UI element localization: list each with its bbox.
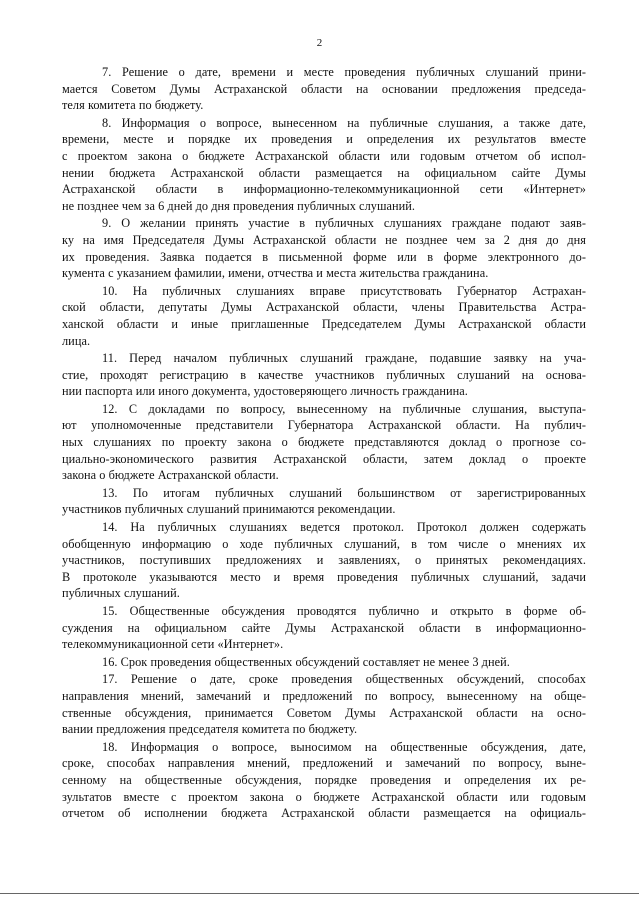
- paragraph-line: телекоммуникационной сети «Интернет».: [62, 637, 284, 652]
- paragraph-line: 12. С докладами по вопросу, вынесенному на публичные слушания, выступа-: [102, 401, 586, 416]
- paragraph-13: [62, 485, 586, 518]
- paragraph-line: не позднее чем за 6 дней до дня проведения публичных слушаний.: [62, 198, 415, 213]
- paragraph-line: мается Советом Думы Астраханской области на основании предложения председа-: [62, 81, 586, 96]
- paragraph-line: 15. Общественные обсуждения проводятся публично и открыто в форме об-: [102, 604, 586, 618]
- paragraph-line: 14. На публичных слушаниях ведется протокол. Протокол должен содержать: [102, 520, 586, 535]
- paragraph-line: отчетом об исполнении бюджета Астраханской области размещается на официаль-: [62, 806, 586, 821]
- paragraph-10: [62, 283, 586, 349]
- paragraph-line: 13. По итогам публичных слушаний большинством от зарегистрированных: [102, 485, 586, 500]
- paragraph-line: ской области, депутаты Думы Астраханской области, члены Правительства Астра-: [62, 300, 586, 315]
- paragraph-line: вании предложения председателя комитета по бюджету.: [62, 722, 358, 737]
- paragraph-line: их проведения. Заявка подается в письменной форме или в форме электронного до-: [62, 249, 586, 264]
- paragraph-line: ханской области и иные приглашенные Председателем Думы Астраханской области: [62, 316, 586, 331]
- paragraph-line: стие, проходят регистрацию в качестве участников публичных слушаний на основа-: [62, 367, 586, 382]
- paragraph-line: ку на имя Председателя Думы Астраханской области не позднее чем за 2 дня до дня: [62, 232, 586, 247]
- paragraph-line: нии паспорта или иного документа, удостоверяющего личность гражданина.: [62, 384, 468, 399]
- paragraph-line: участников, поступивших предложениях и заявлениях, о принятых рекомендациях.: [62, 553, 586, 568]
- paragraph-line: 11. Перед началом публичных слушаний граждане, подавшие заявку на уча-: [102, 351, 586, 366]
- paragraph-9: [62, 215, 586, 281]
- paragraph-line: 16. Срок проведения общественных обсуждений составляет не менее 3 дней.: [102, 654, 510, 669]
- paragraph-line: В протоколе указываются место и время проведения публичных слушаний, задачи: [62, 569, 586, 584]
- paragraph-line: направления мнений, замечаний и предложений по вопросу, вынесенному на обще-: [62, 688, 586, 703]
- paragraph-line: закона о бюджете Астраханской области.: [62, 468, 279, 483]
- paragraph-line: сенному на общественные обсуждения, порядке проведения и определения их ре-: [62, 772, 586, 787]
- paragraph-line: ют уполномоченные представители Губернатора Астраханской области. На публич-: [62, 418, 586, 433]
- paragraph-14: [62, 519, 586, 602]
- paragraph-8: [62, 115, 586, 215]
- paragraph-line: суждения на официальном сайте Думы Астраханской области в информационно-: [62, 620, 586, 635]
- paragraph-17: [62, 671, 586, 737]
- paragraph-11: [62, 350, 586, 400]
- paragraph-18: [62, 739, 586, 822]
- paragraph-7: [62, 64, 586, 114]
- paragraph-line: циально-экономического развития Астраханской области, затем доклад о проекте: [62, 451, 586, 466]
- paragraph-line: теля комитета по бюджету.: [62, 98, 204, 113]
- paragraph-line: ных слушаниях по проекту закона о бюджете представляются доклад о прогнозе со-: [62, 435, 586, 450]
- paragraph-line: 17. Решение о дате, сроке проведения общественных обсуждений, способах: [102, 672, 586, 687]
- paragraph-line: 8. Информация о вопросе, вынесенном на публичные слушания, а также дате,: [102, 115, 586, 130]
- paragraph-line: обобщенную информацию о ходе публичных слушаний, в том числе о мнениях их: [62, 536, 586, 551]
- paragraph-15: [62, 603, 586, 653]
- paragraph-line: участников публичных слушаний принимаются рекомендации.: [62, 502, 396, 517]
- paragraph-line: публичных слушаний.: [62, 586, 180, 601]
- paragraph-line: Астраханской области в информационно-телекоммуникационной сети «Интернет»: [62, 182, 586, 197]
- paragraph-line: 10. На публичных слушаниях вправе присутствовать Губернатор Астрахан-: [102, 283, 586, 298]
- paragraph-line: времени, месте и порядке их проведения и определения их результатов вместе: [62, 132, 586, 147]
- paragraph-line: 7. Решение о дате, времени и месте проведения публичных слушаний прини-: [102, 65, 586, 79]
- paragraph-line: нении бюджета Астраханской области размещается на официальном сайте Думы: [62, 165, 586, 180]
- page-number: 2: [316, 37, 323, 49]
- paragraph-line: ственные обсуждения, принимается Советом Думы Астраханской области на осно-: [62, 705, 586, 720]
- paragraph-line: с проектом закона о бюджете Астраханской области или годовым отчетом об испол-: [62, 148, 586, 163]
- bottom-border-line: [0, 893, 639, 894]
- paragraph-line: 18. Информация о вопросе, выносимом на общественные обсуждения, дате,: [102, 739, 586, 754]
- paragraph-line: 9. О желании принять участие в публичных слушаниях граждане подают заяв-: [102, 216, 586, 231]
- paragraph-line: зультатов вместе с проектом закона о бюджете Астраханской области или годовым: [62, 789, 586, 804]
- paragraph-12: [62, 401, 586, 484]
- paragraph-line: лица.: [62, 333, 91, 348]
- document-body: [62, 64, 586, 823]
- paragraph-line: сроке, способах направления мнений, предложений и замечаний по вопросу, выне-: [62, 756, 586, 771]
- paragraph-16: [62, 654, 586, 671]
- paragraph-line: кумента с указанием фамилии, имени, отчества и места жительства гражданина.: [62, 266, 489, 281]
